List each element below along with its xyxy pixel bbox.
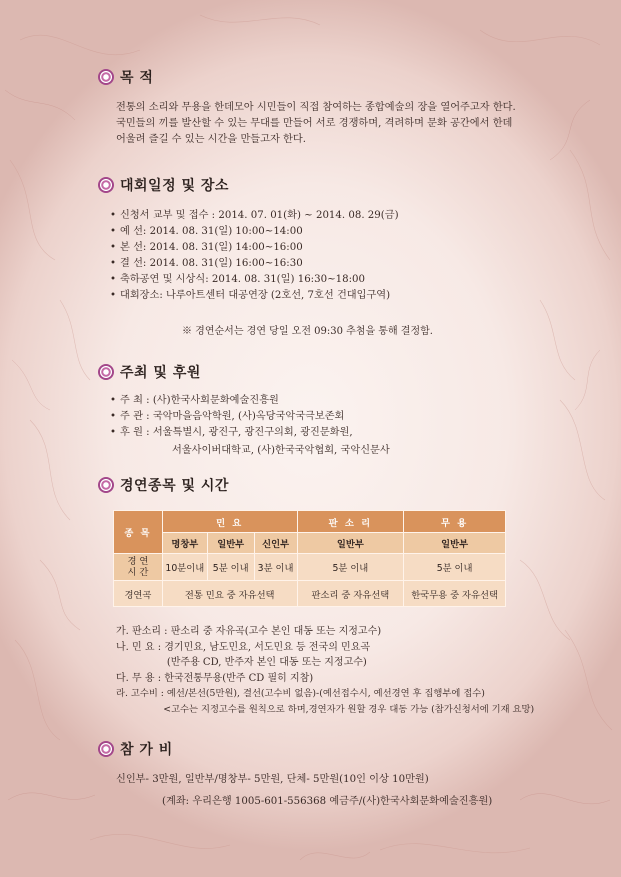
host-continuation: 서울사이버대학교, (사)한국국악협회, 국악신문사 [172, 445, 390, 456]
list-item: • 본 선: 2014. 08. 31(일) 14:00~16:00 [110, 242, 303, 253]
subcategory-header: 신인부 [254, 533, 297, 554]
subcategory-header: 일반부 [404, 533, 506, 554]
schedule-heading [98, 174, 229, 196]
piece-cell: 한국무용 중 자유선택 [404, 581, 506, 607]
circle-bullet-icon [98, 177, 114, 193]
bank-account-line: (계좌: 우리은행 1005-601-556368 예금주/(사)한국사회문화예술진흥원) [162, 796, 493, 807]
list-item: • 결 선: 2014. 08. 31(일) 16:00~16:30 [110, 258, 303, 269]
list-item: • 예 선: 2014. 08. 31(일) 10:00~14:00 [110, 226, 303, 237]
time-cell: 3분 이내 [254, 554, 297, 581]
purpose-line: 전통의 소리와 무용을 한데모아 시민들이 직접 참여하는 종합예술의 장을 열어주고자 한다. [116, 102, 516, 113]
time-cell: 10분이내 [162, 554, 207, 581]
purpose-line: 국민들의 끼를 발산할 수 있는 무대를 만들어 서로 경쟁하며, 격려하며 문화 공간에서 한데 [116, 118, 513, 129]
events-title: 경연종목 및 시간 [120, 478, 229, 494]
detail-item: <고수는 지정고수를 원칙으로 하며,경연자가 원할 경우 대동 가능 (참가신청서에 기재 요망) [116, 703, 535, 715]
detail-item: 나. 민 요 : 경기민요, 남도민요, 서도민요 등 전국의 민요곡 [116, 641, 371, 653]
time-cell: 5분 이내 [297, 554, 404, 581]
events-heading [98, 474, 229, 496]
time-cell: 5분 이내 [404, 554, 506, 581]
detail-item: 라. 고수비 : 예선/본선(5만원), 결선(고수비 없음)-(예선접수시, 예선경연 후 집행부에 접수) [116, 688, 485, 699]
list-item: • 후 원 : 서울특별시, 광진구, 광진구의회, 광진문화원, [110, 427, 353, 438]
circle-bullet-icon [98, 69, 114, 85]
detail-item: 가. 판소리 : 판소리 중 자유곡(고수 본인 대동 또는 지정고수) [116, 626, 382, 637]
purpose-paragraph [116, 100, 576, 148]
schedule-note: ※ 경연순서는 경연 당일 오전 09:30 추첨을 통해 결정함. [182, 326, 433, 337]
schedule-title: 대회일정 및 장소 [120, 178, 229, 194]
schedule-list [110, 208, 399, 304]
time-label: 경 연 [127, 556, 149, 567]
subcategory-header: 명창부 [162, 533, 207, 554]
host-title: 주최 및 후원 [120, 365, 201, 381]
fee-line: 신인부- 3만원, 일반부/명창부- 5만원, 단체- 5만원(10인 이상 10만원) [116, 774, 429, 785]
list-item: • 대회장소: 나루아트센터 대공연장 (2호선, 7호선 건대입구역) [110, 290, 391, 301]
circle-bullet-icon [98, 477, 114, 493]
list-item: • 주 관 : 국악마을음악학원, (사)옥당국악국극보존회 [110, 411, 345, 422]
list-item: • 축하공연 및 시상식: 2014. 08. 31(일) 16:30~18:00 [110, 274, 365, 285]
category-header-dance: 무 용 [404, 511, 506, 533]
time-row-header [114, 554, 163, 581]
time-cell: 5분 이내 [207, 554, 254, 581]
purpose-title: 목 적 [120, 70, 154, 86]
subcategory-header: 일반부 [207, 533, 254, 554]
time-label: 시 간 [127, 567, 149, 578]
table-corner-header: 종 목 [114, 511, 163, 554]
piece-cell: 판소리 중 자유선택 [297, 581, 404, 607]
events-details [116, 624, 534, 717]
purpose-heading [98, 66, 153, 88]
circle-bullet-icon [98, 741, 114, 757]
piece-cell: 전통 민요 중 자유선택 [162, 581, 297, 607]
fee-title: 참 가 비 [120, 742, 173, 758]
category-header-pansori: 판 소 리 [297, 511, 404, 533]
list-item: • 주 최 : (사)한국사회문화예술진흥원 [110, 395, 279, 406]
category-header-minyo: 민 요 [162, 511, 297, 533]
purpose-line: 어울려 즐길 수 있는 시간을 만들고자 한다. [116, 134, 306, 145]
host-list [110, 393, 353, 441]
subcategory-header: 일반부 [297, 533, 404, 554]
events-table [113, 510, 506, 607]
detail-item: 다. 무 용 : 한국전통무용(반주 CD 필히 지참) [116, 672, 314, 684]
piece-row-header: 경연곡 [114, 581, 163, 607]
circle-bullet-icon [98, 364, 114, 380]
fee-heading [98, 738, 173, 760]
host-heading [98, 361, 201, 383]
detail-item: (반주용 CD, 반주자 본인 대동 또는 지정고수) [116, 657, 367, 668]
list-item: • 신청서 교부 및 접수 : 2014. 07. 01(화) ~ 2014. 08. 29(금) [110, 210, 399, 221]
